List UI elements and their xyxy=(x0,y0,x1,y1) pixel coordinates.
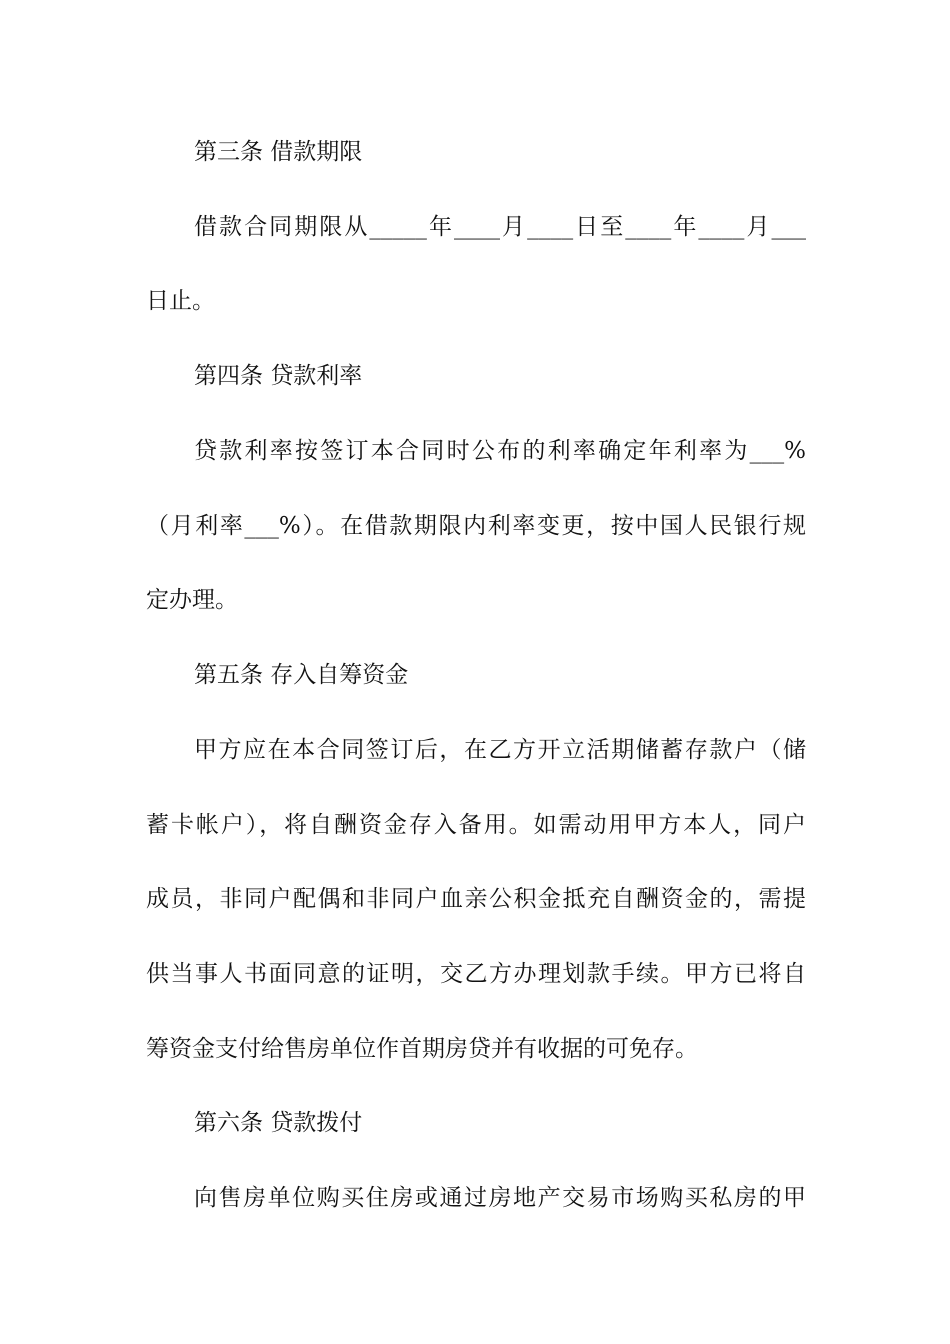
article-3-line-1: 借款合同期限从_____年____月____日至____年____月___ xyxy=(194,214,806,240)
article-4-line-2: （月利率___%）。在借款期限内利率变更，按中国人民银行规 xyxy=(146,513,806,539)
article-5-line-5: 筹资金支付给售房单位作首期房贷并有收据的可免存。 xyxy=(146,1036,698,1062)
article-5-line-1: 甲方应在本合同签订后，在乙方开立活期储蓄存款户（储 xyxy=(194,737,806,763)
article-5-heading: 第五条 存入自筹资金 xyxy=(194,662,409,688)
article-6-heading: 第六条 贷款拨付 xyxy=(194,1110,363,1136)
article-4-heading: 第四条 贷款利率 xyxy=(194,363,363,389)
article-5-line-3: 成员，非同户配偶和非同户血亲公积金抵充自酬资金的，需提 xyxy=(146,886,806,912)
article-4-line-3: 定办理。 xyxy=(146,587,238,613)
article-3-line-2: 日止。 xyxy=(146,288,215,314)
article-4-line-1: 贷款利率按签订本合同时公布的利率确定年利率为___% xyxy=(194,438,806,464)
article-6-line-1: 向售房单位购买住房或通过房地产交易市场购买私房的甲 xyxy=(194,1185,806,1211)
article-3-heading: 第三条 借款期限 xyxy=(194,139,363,165)
article-5-line-4: 供当事人书面同意的证明，交乙方办理划款手续。甲方已将自 xyxy=(146,961,806,987)
article-5-line-2: 蓄卡帐户），将自酬资金存入备用。如需动用甲方本人，同户 xyxy=(146,812,806,838)
